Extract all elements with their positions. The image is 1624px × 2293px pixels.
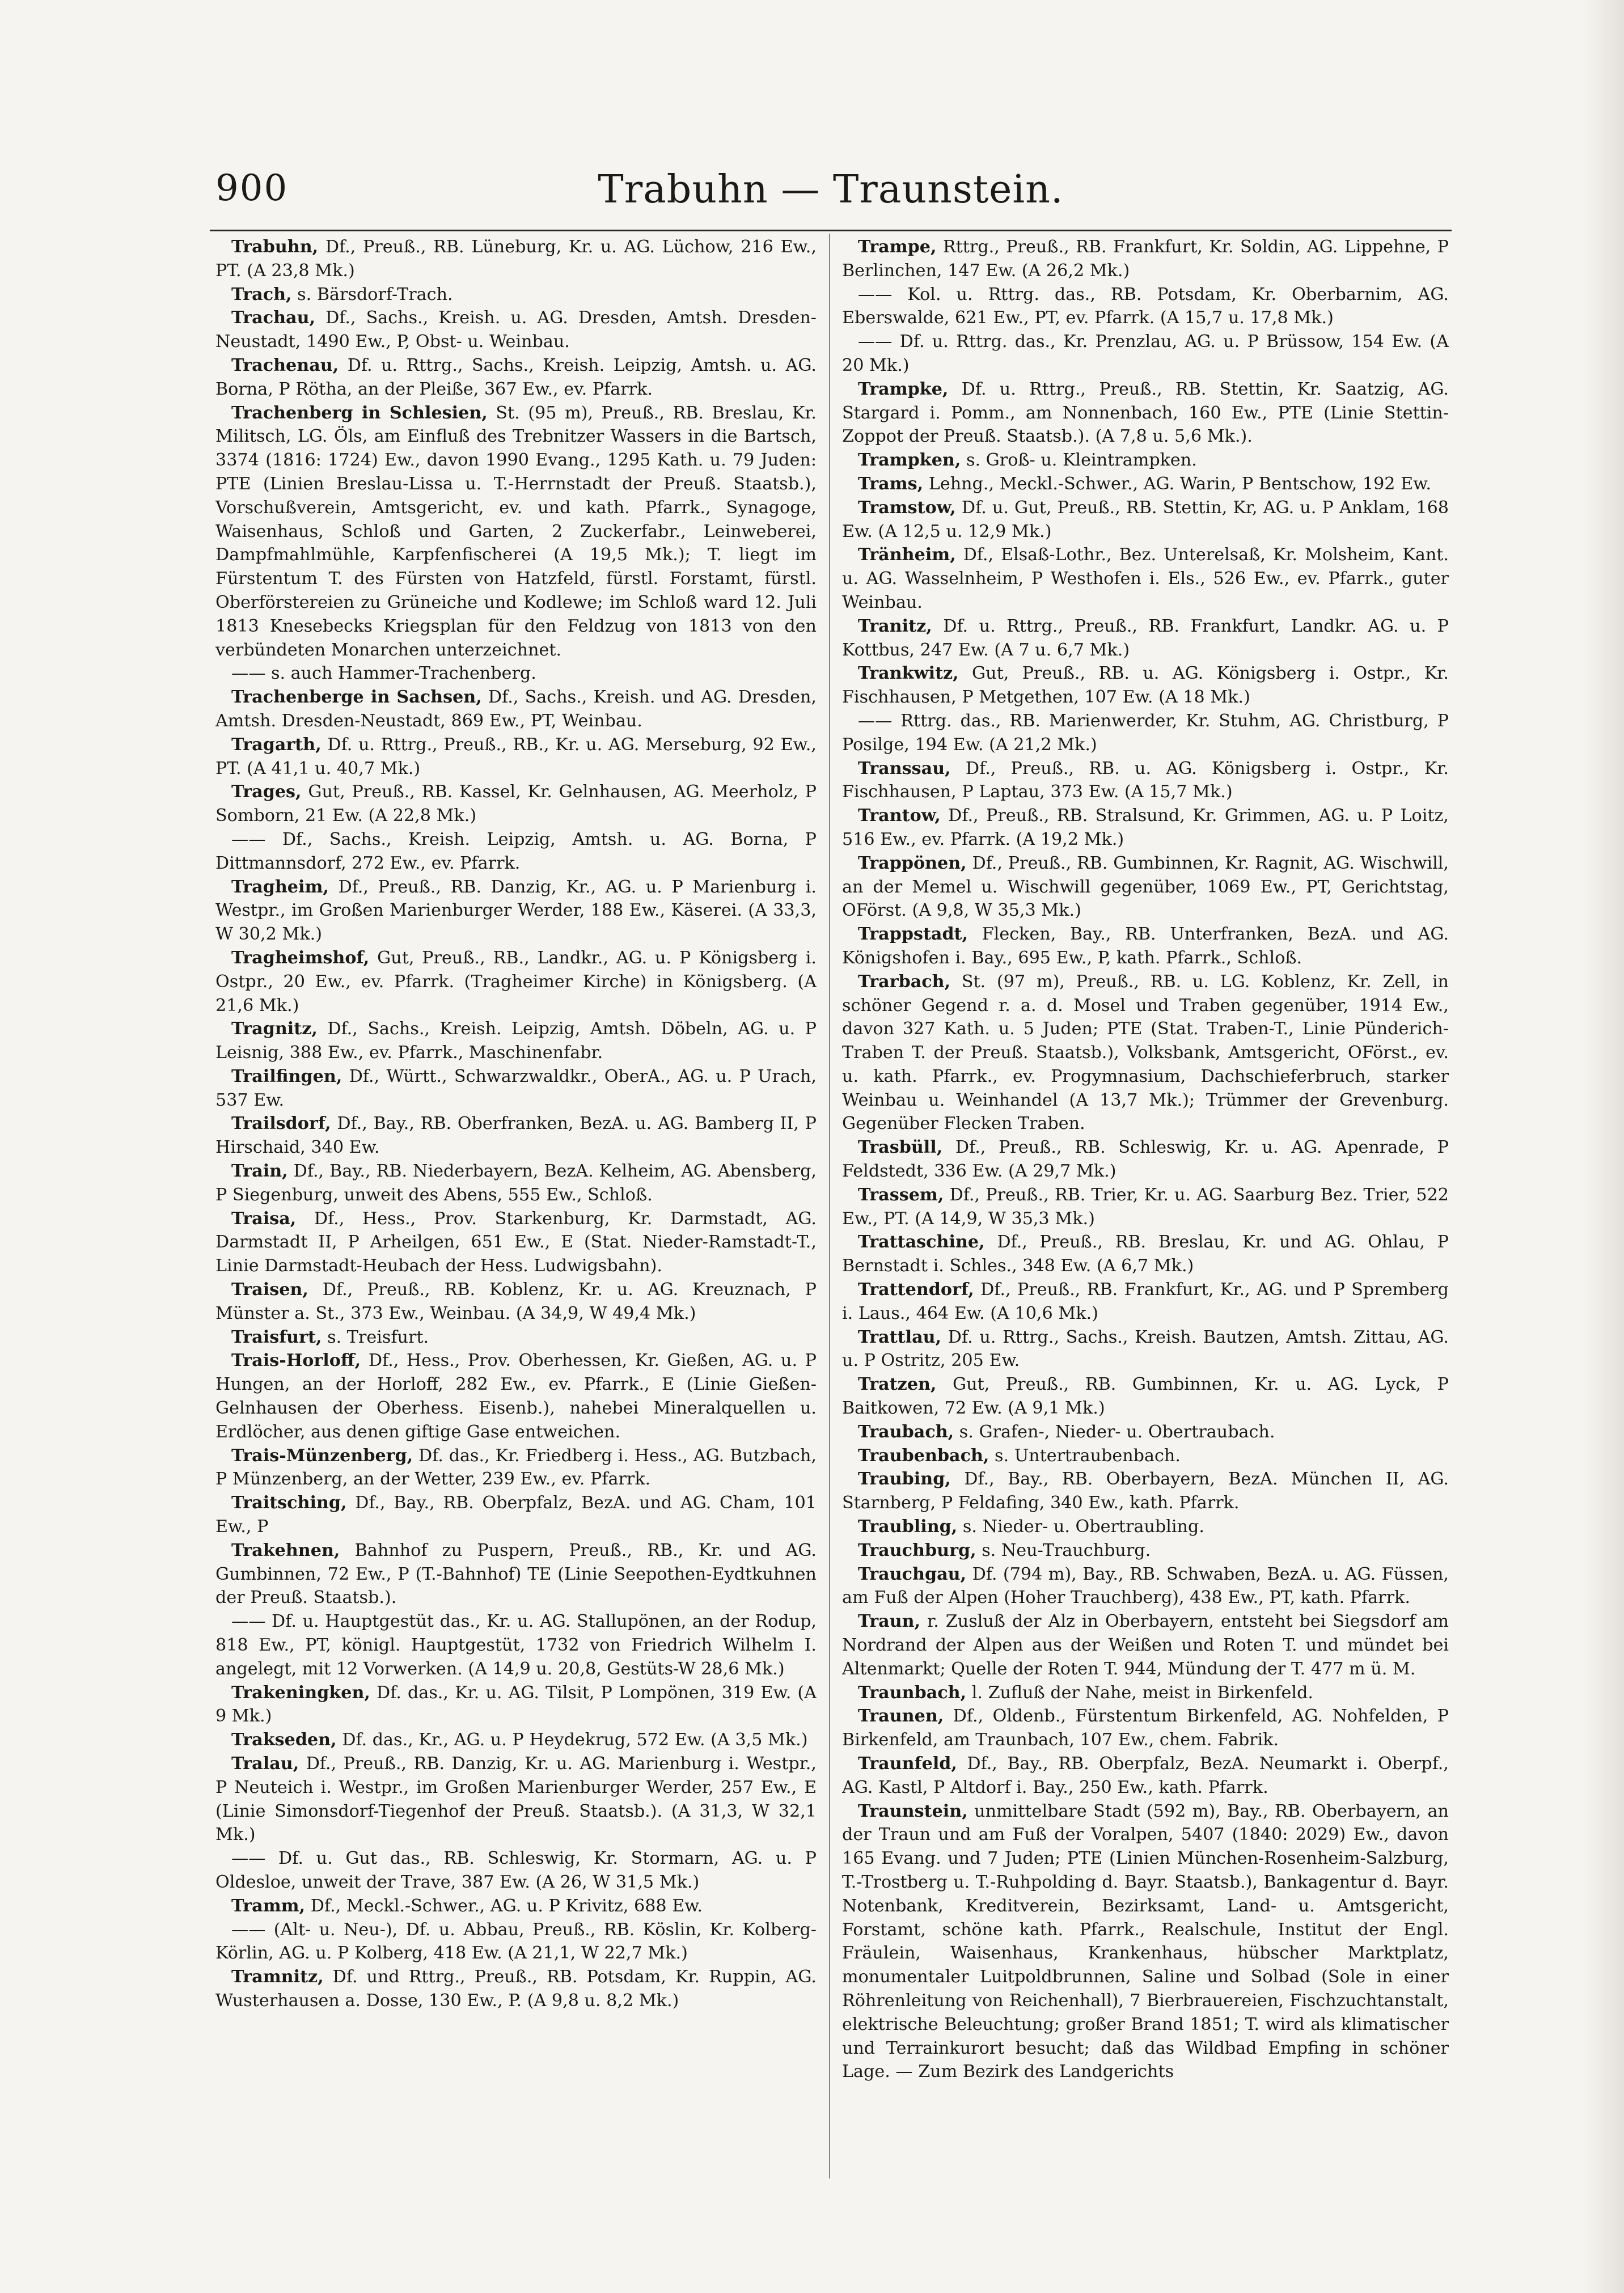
entry-headword: Trachenau, (231, 355, 339, 375)
entry-headword: Trampe, (858, 237, 937, 257)
entry-headword: Trattendorf, (858, 1280, 974, 1300)
gazetteer-entry (215, 780, 817, 828)
entry-text: Df., Preuß., RB. Frankfurt, Kr., AG. und P Spremberg i. Laus., 464 Ew. (A 10,6 Mk.) (842, 1280, 1449, 1323)
gazetteer-entry (215, 1918, 817, 1966)
entry-headword: Tramm, (231, 1896, 306, 1916)
gazetteer-entry (215, 1894, 817, 1918)
entry-text: Df., Preuß., RB. Danzig, Kr. u. AG. Marienburg i. Westpr., P Neuteich i. Westpr., im Großen Marienburger Werder, 257 Ew., E (Linie Simonsdorf-Tiegenhof der Preuß. Staatsb.). (A 31,3, W 32,1 Mk.) (215, 1754, 817, 1845)
gazetteer-entry (842, 235, 1449, 283)
entry-text: Bahnhof zu Puspern, Preuß., RB., Kr. und AG. Gumbinnen, 72 Ew., P (T.-Bahnhof) TE (Linie Seepothen-Eydtkuhnen der Preuß. Staatsb.). (215, 1540, 817, 1608)
entry-headword: Trach, (231, 284, 292, 304)
entry-text: s. Grafen-, Nieder- u. Obertraubach. (954, 1422, 1275, 1442)
entry-text: Df., Preuß., RB. Gumbinnen, Kr. Ragnit, AG. Wischwill, an der Memel u. Wischwill gegenüber, 1069 Ew., PT, Gerichtstag, OFörst. (A 9,8, W 35,3 Mk.) (842, 853, 1449, 921)
entry-text: Df., Württ., Schwarzwaldkr., OberA., AG. u. P Urach, 537 Ew. (215, 1066, 817, 1110)
gazetteer-entry (215, 1491, 817, 1539)
entry-text: Df., Preuß., RB. Lüneburg, Kr. u. AG. Lüchow, 216 Ew., PT. (A 23,8 Mk.) (215, 237, 817, 281)
entry-headword: Trabuhn, (231, 237, 319, 257)
gazetteer-entry (842, 709, 1449, 757)
gazetteer-entry (842, 1467, 1449, 1515)
gazetteer-entry (842, 662, 1449, 709)
entry-headword: Trais-Münzenberg, (231, 1445, 413, 1466)
entry-text: unmittelbare Stadt (592 m), Bay., RB. Oberbayern, an der Traun und am Fuß der Voralpen, 5407 (1840: 2029) Ew., davon 165 Evang. und 7 Juden; PTE (Linien München-Rosenheim-Salzburg, T.-Trostberg u. T.-Ruhpolding d. Bayr. Staatsb.), Bankagentur d. Bayr. Notenbank, Kreditverein, Bezirksamt, Land- u. Amtsgericht, Forstamt, schöne kath. Pfarrk., Realschule, Institut der Engl. Fräulein, Waisenhaus, Krankenhaus, hübscher Marktplatz, monumentaler Luitpoldbrunnen, Saline und Solbad (Sole in einer Röhrenleitung von Reichenhall), 7 Bierbrauereien, Fischzuchtanstalt, elektrische Beleuchtung; großer Brand 1851; T. wird als klimatischer und Terrainkurort besucht; daß das Wildbad Empfing in schöner Lage. — Zum Bezirk des Landgerichts (842, 1801, 1449, 2082)
gazetteer-entry (215, 235, 817, 283)
gazetteer-entry (215, 1065, 817, 1112)
entry-text: Df. und Rttrg., Preuß., RB. Potsdam, Kr. Ruppin, AG. Wusterhausen a. Dosse, 130 Ew., P. (A 9,8 u. 8,2 Mk.) (215, 1967, 817, 2011)
entry-text: Gut, Preuß., RB. Gumbinnen, Kr. u. AG. Lyck, P Baitkowen, 72 Ew. (A 9,1 Mk.) (842, 1374, 1449, 1419)
gazetteer-entry (215, 1965, 817, 2013)
entry-text: s. Neu-Trauchburg. (976, 1540, 1151, 1560)
gazetteer-entry (215, 1278, 817, 1326)
entry-headword: Trakeningken, (231, 1682, 370, 1703)
entry-text: —— Df., Sachs., Kreish. Leipzig, Amtsh. u. AG. Borna, P Dittmannsdorf, 272 Ew., ev. Pfarrk. (215, 829, 817, 873)
entry-headword: Traun, (858, 1611, 921, 1632)
gazetteer-entry (215, 354, 817, 401)
gazetteer-entry (215, 1326, 817, 1349)
entry-headword: Trappönen, (858, 853, 967, 873)
gazetteer-entry (215, 1752, 817, 1847)
running-head: Trabuhn — Traunstein. (598, 167, 1064, 212)
entry-text: Df. das., Kr. u. AG. Tilsit, P Lompönen, 319 Ew. (A 9 Mk.) (215, 1682, 817, 1727)
entry-text: Df., Sachs., Kreish. u. AG. Dresden, Amtsh. Dresden-Neustadt, 1490 Ew., P, Obst- u. Weinbau. (215, 308, 817, 352)
entry-text: Df. u. Rttrg., Preuß., RB. Stettin, Kr. Saatzig, AG. Stargard i. Pomm., am Nonnenbach, 160 Ew., PTE (Linie Stettin-Zoppot der Preuß. Staatsb.). (A 7,8 u. 5,6 Mk.). (842, 379, 1449, 447)
entry-headword: Traubach, (858, 1422, 954, 1442)
entry-text: Flecken, Bay., RB. Unterfranken, BezA. und AG. Königshofen i. Bay., 695 Ew., P, kath. Pfarrk., Schloß. (842, 924, 1449, 968)
entry-headword: Trachenberg in Schlesien, (231, 403, 488, 423)
page-edge-shadow (1584, 0, 1624, 2293)
entry-text: Df. (794 m), Bay., RB. Schwaben, BezA. u. AG. Füssen, am Fuß der Alpen (Hoher Trauchberg), 438 Ew., PT, kath. Pfarrk. (842, 1564, 1449, 1608)
gazetteer-entry (215, 1444, 817, 1492)
entry-headword: Trais-Horloff, (231, 1351, 361, 1371)
entry-headword: Trams, (858, 473, 924, 494)
gazetteer-entry (215, 1539, 817, 1610)
entry-text: s. Groß- u. Kleintrampken. (961, 450, 1197, 471)
entry-headword: Trampken, (858, 450, 961, 471)
entry-text: Df., Elsaß-Lothr., Bez. Unterelsaß, Kr. Molsheim, Kant. u. AG. Wasselnheim, P Westhofen i. Els., 526 Ew., ev. Pfarrk., guter Weinbau. (842, 545, 1449, 612)
entry-headword: Trauchburg, (858, 1540, 976, 1560)
entry-text: Df., Bay., RB. Oberpfalz, BezA. Neumarkt i. Oberpf., AG. Kastl, P Altdorf i. Bay., 250 Ew., kath. Pfarrk. (842, 1754, 1449, 1797)
gazetteer-entry (842, 1704, 1449, 1752)
entry-headword: Trachenberge in Sachsen, (231, 687, 482, 708)
gazetteer-entry (215, 875, 817, 946)
gazetteer-entry (215, 1017, 817, 1065)
gazetteer-entry (842, 970, 1449, 1136)
entry-headword: Trailsdorf, (231, 1114, 331, 1134)
gazetteer-entry (215, 306, 817, 354)
entry-text: Df., Preuß., RB. Danzig, Kr., AG. u. P Marienburg i. Westpr., im Großen Marienburger Werder, 188 Ew., Käserei. (A 33,3, W 30,2 Mk.) (215, 877, 817, 945)
entry-headword: Trattlau, (858, 1327, 942, 1347)
entry-text: Gut, Preuß., RB., Landkr., AG. u. P Königsberg i. Ostpr., 20 Ew., ev. Pfarrk. (Tragheimer Kirche) in Königsberg. (A 21,6 Mk.) (215, 947, 817, 1016)
entry-headword: Traubing, (858, 1469, 951, 1490)
page-number: 900 (215, 167, 289, 209)
entry-text: s. Untertraubenbach. (989, 1445, 1181, 1466)
entry-headword: Tragarth, (231, 734, 322, 755)
gazetteer-entry (215, 1610, 817, 1681)
entry-text: Df., Bay., RB. Oberbayern, BezA. München II, AG. Starnberg, P Feldafing, 340 Ew., kath. Pfarrk. (842, 1469, 1449, 1513)
gazetteer-entry (842, 1610, 1449, 1681)
gazetteer-entry (215, 828, 817, 875)
entry-headword: Train, (231, 1161, 288, 1182)
page-header (210, 162, 1452, 231)
entry-text: Df., Preuß., RB. Breslau, Kr. und AG. Ohlau, P Bernstadt i. Schles., 348 Ew. (A 6,7 Mk.) (842, 1232, 1449, 1276)
entry-text: l. Zufluß der Nahe, meist in Birkenfeld. (966, 1682, 1313, 1703)
gazetteer-entry (215, 946, 817, 1017)
entry-text: Df., Meckl.-Schwer., AG. u. P Krivitz, 688 Ew. (305, 1896, 703, 1916)
entry-text: Df., Sachs., Kreish. und AG. Dresden, Amtsh. Dresden-Neustadt, 869 Ew., PT, Weinbau. (215, 687, 817, 731)
entry-text: Df., Sachs., Kreish. Leipzig, Amtsh. Döbeln, AG. u. P Leisnig, 388 Ew., ev. Pfarrk., Maschinenfabr. (215, 1019, 817, 1063)
entry-text: —— s. auch Hammer-Trachenberg. (231, 663, 536, 684)
entry-headword: Tragheim, (231, 877, 329, 897)
gazetteer-entry (842, 1278, 1449, 1326)
gazetteer-entry (842, 615, 1449, 662)
entry-headword: Traunfeld, (858, 1754, 957, 1774)
entry-text: Df., Hess., Prov. Oberhessen, Kr. Gießen, AG. u. P Hungen, an der Horloff, 282 Ew., ev. Pfarrk., E (Linie Gießen-Gelnhausen der Oberhess. Eisenb.), nahebei Mineralquellen u. Erdlöcher, aus denen giftige Gase entweichen. (215, 1351, 817, 1442)
entry-headword: Trarbach, (858, 971, 951, 992)
entry-text: Df. u. Gut, Preuß., RB. Stettin, Kr, AG. u. P Anklam, 168 Ew. (A 12,5 u. 12,9 Mk.) (842, 497, 1449, 541)
entry-text: —— Df. u. Rttrg. das., Kr. Prenzlau, AG. u. P Brüssow, 154 Ew. (A 20 Mk.) (842, 332, 1449, 375)
entry-headword: Trages, (231, 782, 302, 802)
entry-text: Df. u. Rttrg., Sachs., Kreish. Bautzen, Amtsh. Zittau, AG. u. P Ostritz, 205 Ew. (842, 1327, 1449, 1371)
entry-text: Df. u. Rttrg., Sachs., Kreish. Leipzig, Amtsh. u. AG. Borna, P Rötha, an der Pleiße, 367 Ew., ev. Pfarrk. (215, 355, 817, 399)
entry-text: Df., Preuß., RB. u. AG. Königsberg i. Ostpr., Kr. Fischhausen, P Laptau, 373 Ew. (A 15,7 Mk.) (842, 758, 1449, 802)
entry-headword: Trailfingen, (231, 1066, 342, 1086)
gazetteer-entry (215, 1728, 817, 1752)
entry-headword: Tramnitz, (231, 1967, 324, 1987)
gazetteer-entry (842, 1444, 1449, 1468)
entry-text: Df. u. Rttrg., Preuß., RB. Frankfurt, Landkr. AG. u. P Kottbus, 247 Ew. (A 7 u. 6,7 Mk.) (842, 616, 1449, 660)
entry-text: Df., Hess., Prov. Starkenburg, Kr. Darmstadt, AG. Darmstadt II, P Arheilgen, 651 Ew., E (Stat. Nieder-Ramstadt-T., Linie Darmstadt-Heubach der Hess. Ludwigsbahn). (215, 1208, 817, 1276)
gazetteer-entry (215, 1847, 817, 1894)
gazetteer-entry (215, 1112, 817, 1160)
gazetteer-entry (842, 1800, 1449, 2084)
entry-headword: Traubenbach, (858, 1445, 989, 1466)
gazetteer-entry (215, 686, 817, 733)
entry-text: —— (Alt- u. Neu-), Df. u. Abbau, Preuß., RB. Köslin, Kr. Kolberg-Körlin, AG. u. P Kolberg, 418 Ew. (A 21,1, W 22,7 Mk.) (215, 1919, 817, 1964)
entry-headword: Traunen, (858, 1706, 944, 1727)
entry-text: Df., Oldenb., Fürstentum Birkenfeld, AG. Nohfelden, P Birkenfeld, am Traunbach, 107 Ew., chem. Fabrik. (842, 1706, 1449, 1750)
gazetteer-entry (842, 804, 1449, 852)
gazetteer-entry (215, 1681, 817, 1729)
gazetteer-entry (842, 472, 1449, 496)
gazetteer-entry (842, 1681, 1449, 1705)
entry-headword: Transsau, (858, 758, 951, 779)
entry-text: Df., Preuß., RB. Koblenz, Kr. u. AG. Kreuznach, P Münster a. St., 373 Ew., Weinbau. (A 34,9, W 49,4 Mk.) (215, 1280, 817, 1323)
gazetteer-entry (842, 1326, 1449, 1373)
entry-text: r. Zusluß der Alz in Oberbayern, entsteht bei Siegsdorf am Nordrand der Alpen aus der Weißen und Roten T. und mündet bei Altenmarkt; Quelle der Roten T. 944, Mündung der T. 477 m ü. M. (842, 1611, 1449, 1679)
gazetteer-entry (215, 1207, 817, 1278)
column-divider (829, 234, 830, 2178)
entry-headword: Tranitz, (858, 616, 932, 636)
gazetteer-entry (842, 757, 1449, 805)
entry-text: —— Kol. u. Rttrg. das., RB. Potsdam, Kr. Oberbarnim, AG. Eberswalde, 621 Ew., PT, ev. Pfarrk. (A 15,7 u. 17,8 Mk.) (842, 284, 1449, 328)
entry-text: Gut, Preuß., RB. u. AG. Königsberg i. Ostpr., Kr. Fischhausen, P Metgethen, 107 Ew. (A 18 Mk.) (842, 663, 1449, 708)
entry-headword: Trappstadt, (858, 924, 969, 945)
entry-text: Lehng., Meckl.-Schwer., AG. Warin, P Bentschow, 192 Ew. (923, 473, 1431, 494)
entry-headword: Trachau, (231, 308, 316, 328)
gazetteer-entry (842, 923, 1449, 970)
entry-headword: Tragheimshof, (231, 947, 370, 968)
entry-text: Df. u. Rttrg., Preuß., RB., Kr. u. AG. Merseburg, 92 Ew., PT. (A 41,1 u. 40,7 Mk.) (215, 734, 817, 779)
gazetteer-entry (842, 283, 1449, 331)
entry-headword: Trauchgau, (858, 1564, 967, 1584)
entry-text: Df., Preuß., RB. Trier, Kr. u. AG. Saarburg Bez. Trier, 522 Ew., PT. (A 14,9, W 35,3 Mk.) (842, 1184, 1449, 1229)
entry-text: Df., Bay., RB. Oberfranken, BezA. u. AG. Bamberg II, P Hirschaid, 340 Ew. (215, 1114, 817, 1158)
gazetteer-entry (215, 1160, 817, 1207)
entry-headword: Traisa, (231, 1208, 297, 1229)
entry-headword: Trakseden, (231, 1730, 337, 1750)
entry-headword: Trampke, (858, 379, 949, 399)
gazetteer-entry (215, 662, 817, 686)
entry-text: —— Df. u. Hauptgestüt das., Kr. u. AG. Stallupönen, an der Rodup, 818 Ew., PT, königl. Hauptgestüt, 1732 von Friedrich Wilhelm I. angelegt, mit 12 Vorwerken. (A 14,9 u. 20,8, Gestüts-W 28,6 Mk.) (215, 1611, 817, 1679)
entry-text: Df., Bay., RB. Niederbayern, BezA. Kelheim, AG. Abensberg, P Siegenburg, unweit des Abens, 555 Ew., Schloß. (215, 1161, 817, 1205)
entry-headword: Tramstow, (858, 497, 956, 518)
entry-headword: Tränheim, (858, 545, 956, 565)
gazetteer-entry (842, 496, 1449, 544)
entry-text: s. Nieder- u. Obertraubling. (957, 1517, 1204, 1537)
entry-headword: Trattaschine, (858, 1232, 985, 1253)
gazetteer-entry (842, 1373, 1449, 1420)
entry-text: Df. das., Kr., AG. u. P Heydekrug, 572 Ew. (A 3,5 Mk.) (336, 1730, 808, 1750)
gazetteer-entry (842, 1752, 1449, 1800)
entry-text: s. Bärsdorf-Trach. (291, 284, 453, 304)
entry-headword: Traubling, (858, 1517, 958, 1537)
entry-text: —— Df. u. Gut das., RB. Schleswig, Kr. Stormarn, AG. u. P Oldesloe, unweit der Trave, 387 Ew. (A 26, W 31,5 Mk.) (215, 1848, 817, 1892)
gazetteer-entry (842, 1136, 1449, 1183)
entry-text: s. Treisfurt. (322, 1327, 429, 1347)
entry-text: St. (95 m), Preuß., RB. Breslau, Kr. Militsch, LG. Öls, am Einfluß des Trebnitzer Wassers in die Bartsch, 3374 (1816: 1724) Ew., davon 1990 Evang., 1295 Kath. u. 79 Juden: PTE (Linien Breslau-Lissa u. T.-Herrnstadt der Preuß. Staatsb.), Vorschußverein, Amtsgericht, ev. und kath. Pfarrk., Synagoge, Waisenhaus, Schloß und Garten, 2 Zuckerfabr., Leinweberei, Dampfmahlmühle, Karpfenfischerei (A 19,5 Mk.); T. liegt im Fürstentum T. des Fürsten von Hatzfeld, fürstl. Forstamt, fürstl. Oberförstereien zu Grüneiche und Kodlewe; im Schloß ward 12. Juli 1813 Knesebecks Kriegsplan für den Feldzug von 1813 von den verbündeten Monarchen unterzeichnet. (215, 403, 817, 660)
gazetteer-entry (842, 1230, 1449, 1278)
entry-headword: Traisen, (231, 1280, 308, 1300)
gazetteer-entry (842, 449, 1449, 472)
gazetteer-entry (215, 283, 817, 307)
entry-headword: Trankwitz, (858, 663, 959, 684)
right-column (842, 235, 1449, 2186)
entry-text: St. (97 m), Preuß., RB. u. LG. Koblenz, Kr. Zell, in schöner Gegend r. a. d. Mosel und Traben gegenüber, 1914 Ew., davon 327 Kath. u. 5 Juden; PTE (Stat. Traben-T., Linie Pünderich-Traben T. der Preuß. Staatsb.), Volksbank, Amtsgericht, OFörst., ev. u. kath. Pfarrk., ev. Progymnasium, Dachschieferbruch, starker Weinbau u. Weinhandel (A 13,7 Mk.); Trümmer der Grevenburg. Gegenüber Flecken Traben. (842, 971, 1449, 1134)
entry-headword: Tralau, (231, 1754, 299, 1774)
left-column (215, 235, 817, 2186)
entry-headword: Traisfurt, (231, 1327, 322, 1347)
entry-text: Df., Preuß., RB. Schleswig, Kr. u. AG. Apenrade, P Feldstedt, 336 Ew. (A 29,7 Mk.) (842, 1137, 1449, 1182)
entry-text: Df., Preuß., RB. Stralsund, Kr. Grimmen, AG. u. P Loitz, 516 Ew., ev. Pfarrk. (A 19,2 Mk.) (842, 806, 1449, 849)
gazetteer-entry (842, 1563, 1449, 1610)
entry-headword: Tratzen, (858, 1374, 937, 1395)
entry-text: Df. das., Kr. Friedberg i. Hess., AG. Butzbach, P Münzenberg, an der Wetter, 239 Ew., ev. Pfarrk. (215, 1445, 817, 1490)
gazetteer-entry (215, 733, 817, 781)
entry-headword: Tragnitz, (231, 1019, 318, 1039)
entry-text: —— Rttrg. das., RB. Marienwerder, Kr. Stuhm, AG. Christburg, P Posilge, 194 Ew. (A 21,2 Mk.) (842, 710, 1449, 755)
entry-headword: Trassem, (858, 1184, 944, 1205)
entry-headword: Trasbüll, (858, 1137, 943, 1158)
gazetteer-entry (842, 378, 1449, 449)
entry-headword: Traunstein, (858, 1801, 968, 1821)
entry-text: Gut, Preuß., RB. Kassel, Kr. Gelnhausen, AG. Meerholz, P Somborn, 21 Ew. (A 22,8 Mk.) (215, 782, 817, 826)
gazetteer-entry (215, 401, 817, 662)
entry-headword: Traitsching, (231, 1493, 347, 1513)
gazetteer-entry (842, 1183, 1449, 1231)
entry-headword: Traunbach, (858, 1682, 967, 1703)
gazetteer-entry (842, 1515, 1449, 1539)
gazetteer-entry (215, 1349, 817, 1444)
gazetteer-entry (842, 330, 1449, 378)
gazetteer-entry (842, 543, 1449, 614)
gazetteer-entry (842, 1420, 1449, 1444)
entry-text: Rttrg., Preuß., RB. Frankfurt, Kr. Soldin, AG. Lippehne, P Berlinchen, 147 Ew. (A 26,2 Mk.) (842, 237, 1449, 281)
gazetteer-entry (842, 1539, 1449, 1563)
gazetteer-entry (842, 852, 1449, 923)
entry-headword: Trakehnen, (231, 1540, 340, 1560)
entry-text: Df., Bay., RB. Oberpfalz, BezA. und AG. Cham, 101 Ew., P (215, 1493, 817, 1537)
entry-headword: Trantow, (858, 806, 941, 826)
